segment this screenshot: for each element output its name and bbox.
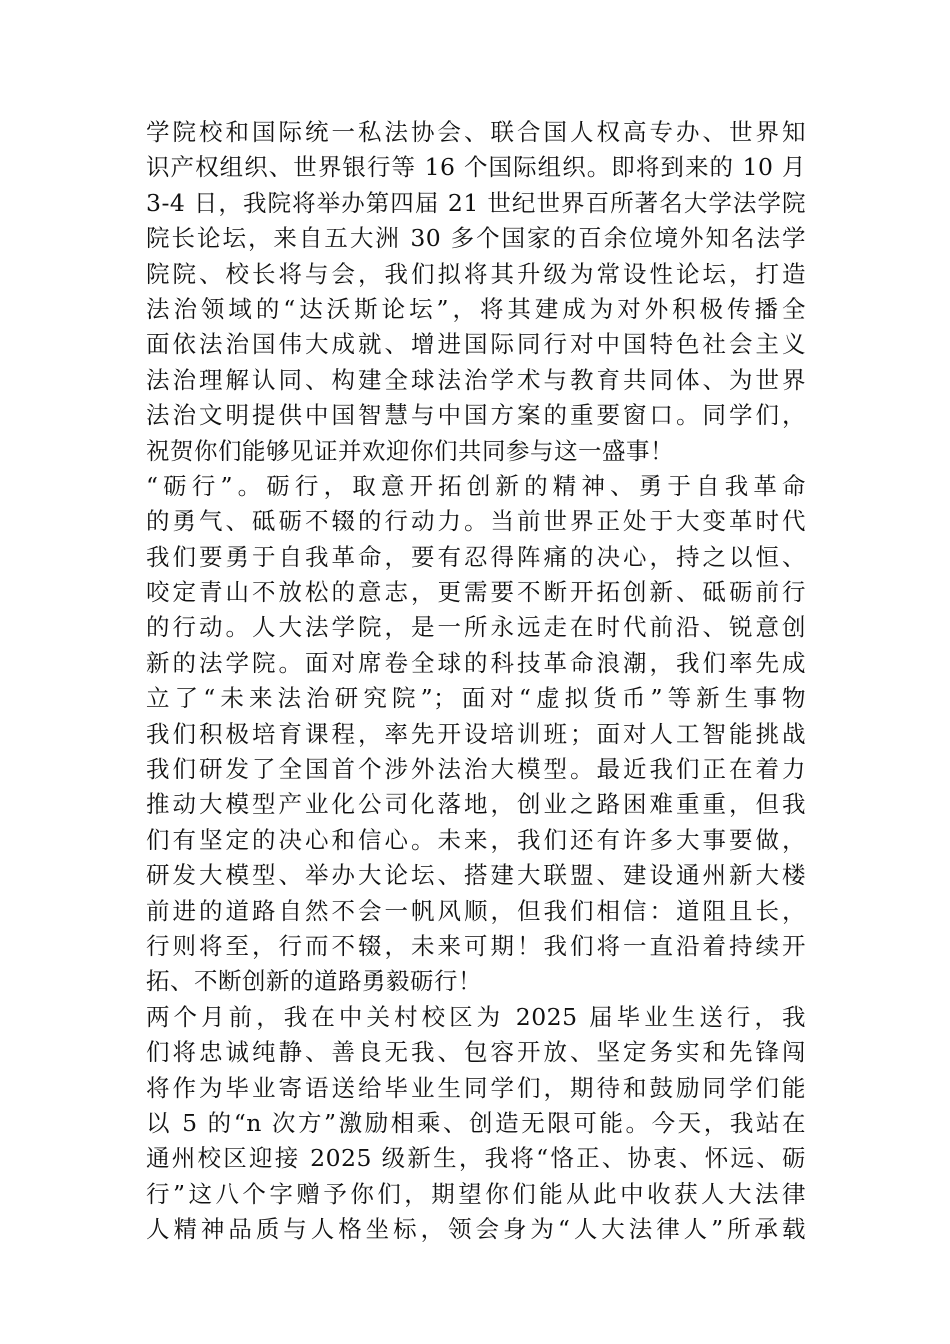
paragraph [146, 1000, 806, 1248]
text-line: “砺行”。砺行，取意开拓创新的精神、勇于自我革命 [146, 471, 806, 500]
text-line: 新的法学院。面对席卷全球的科技革命浪潮，我们率先成 [146, 648, 806, 677]
text-line: 院长论坛，来自五大洲 30 多个国家的百余位境外知名法学 [146, 224, 806, 253]
text-line: 我们要勇于自我革命，要有忍得阵痛的决心，持之以恒、 [146, 542, 806, 571]
text-line: 我们积极培育课程，率先开设培训班；面对人工智能挑战 [146, 719, 806, 748]
paragraph [146, 469, 806, 1000]
text-line: 研发大模型、举办大论坛、搭建大联盟、建设通州新大楼 [146, 861, 806, 890]
text-line: 立了“未来法治研究院”；面对“虚拟货币”等新生事物 [146, 684, 806, 713]
text-line: 祝贺你们能够见证并欢迎你们共同参与这一盛事！ [146, 436, 674, 465]
text-line: 两个月前，我在中关村校区为 2025 届毕业生送行，我 [146, 1002, 806, 1031]
paragraph [146, 115, 806, 469]
text-line: 行”这八个字赠予你们，期望你们能从此中收获人大法律 [146, 1179, 806, 1208]
text-line: 人精神品质与人格坐标，领会身为“人大法律人”所承载 [146, 1215, 806, 1244]
text-line: 面依法治国伟大成就、增进国际同行对中国特色社会主义 [146, 330, 806, 359]
text-line: 推动大模型产业化公司化落地，创业之路困难重重，但我 [146, 790, 806, 819]
text-line: 学院校和国际统一私法协会、联合国人权高专办、世界知 [146, 118, 806, 146]
text-line: 的勇气、砥砺不辍的行动力。当前世界正处于大变革时代 [146, 507, 806, 536]
text-line: 法治领域的“达沃斯论坛”，将其建成为对外积极传播全 [146, 294, 806, 323]
text-line: 行则将至，行而不辍，未来可期！我们将一直沿着持续开 [146, 931, 806, 960]
document-page [146, 115, 806, 1248]
text-line: 法治理解认同、构建全球法治学术与教育共同体、为世界 [146, 365, 806, 394]
text-line: 的行动。人大法学院，是一所永远走在时代前沿、锐意创 [146, 613, 806, 642]
text-line: 咬定青山不放松的意志，更需要不断开拓创新、砥砺前行 [146, 578, 806, 607]
text-line: 前进的道路自然不会一帆风顺，但我们相信：道阻且长， [146, 896, 806, 925]
text-line: 3-4 日，我院将举办第四届 21 世纪世界百所著名大学法学院 [146, 188, 806, 217]
text-line: 以 5 的“n 次方”激励相乘、创造无限可能。今天，我站在 [146, 1108, 806, 1137]
text-line: 拓、不断创新的道路勇毅砺行！ [146, 967, 482, 996]
text-line: 法治文明提供中国智慧与中国方案的重要窗口。同学们， [146, 401, 806, 430]
text-line: 我们研发了全国首个涉外法治大模型。最近我们正在着力 [146, 755, 806, 784]
text-line: 们有坚定的决心和信心。未来，我们还有许多大事要做， [146, 825, 806, 854]
text-line: 识产权组织、世界银行等 16 个国际组织。即将到来的 10 月 [146, 153, 806, 182]
text-line: 们将忠诚纯静、善良无我、包容开放、坚定务实和先锋闯 [146, 1038, 806, 1067]
text-line: 通州校区迎接 2025 级新生，我将“恪正、协衷、怀远、砺 [146, 1144, 806, 1173]
text-line: 将作为毕业寄语送给毕业生同学们，期待和鼓励同学们能 [146, 1073, 806, 1102]
text-line: 院院、校长将与会，我们拟将其升级为常设性论坛，打造 [146, 259, 806, 288]
